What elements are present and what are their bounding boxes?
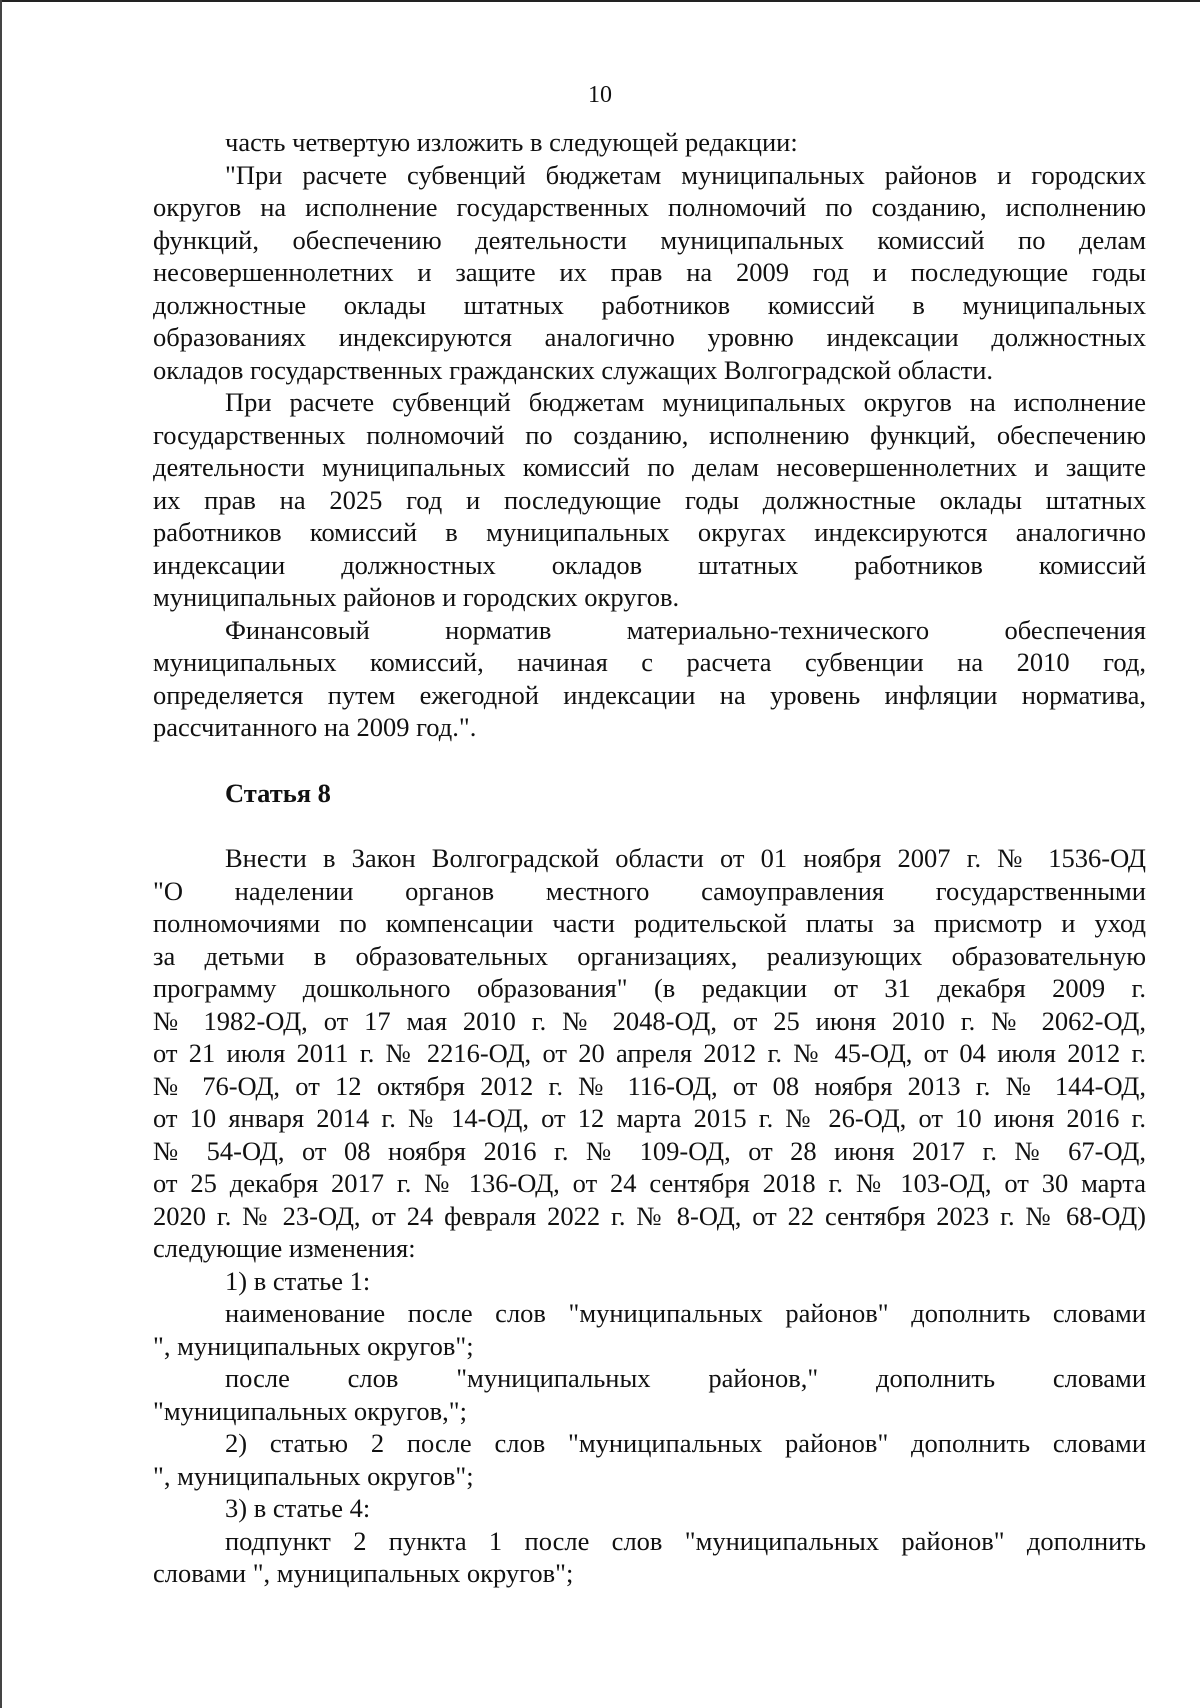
text-line: от 25 декабря 2017 г. № 136-ОД, от 24 сентября 2018 г. № 103-ОД, от 30 марта — [153, 1168, 1146, 1198]
text-line: часть четвертую изложить в следующей редакции: — [225, 127, 798, 157]
text-line: Внести в Закон Волгоградской области от 01 ноября 2007 г. № 1536-ОД — [225, 843, 1146, 873]
text-line: от 10 января 2014 г. № 14-ОД, от 12 марта 2015 г. № 26-ОД, от 10 июня 2016 г. — [153, 1103, 1146, 1133]
text-line: окладов государственных гражданских служащих Волгоградской области. — [153, 354, 994, 385]
text-line: 2) статью 2 после слов "муниципальных районов" дополнить словами — [225, 1428, 1146, 1458]
text-line: программу дошкольного образования" (в редакции от 31 декабря 2009 г. — [153, 973, 1146, 1003]
text-line: работников комиссий в муниципальных округах индексируются аналогично — [153, 517, 1146, 547]
text-line: 3) в статье 4: — [225, 1493, 371, 1523]
paragraph — [153, 126, 1146, 159]
text-line: индексации должностных окладов штатных работников комиссий — [153, 549, 1146, 580]
spacer — [153, 809, 1146, 842]
text-line: округов на исполнение государственных полномочий по созданию, исполнению — [153, 192, 1146, 222]
bottom-section — [153, 842, 1146, 1590]
text-line: полномочиями по компенсации части родительской платы за присмотр и уход — [153, 908, 1146, 938]
text-line: "О наделении органов местного самоуправления государственными — [153, 875, 1146, 906]
page-number: 10 — [588, 82, 612, 108]
text-line: 1) в статье 1: — [225, 1265, 371, 1296]
text-line: 2020 г. № 23-ОД, от 24 февраля 2022 г. № 8-ОД, от 22 сентября 2023 г. № 68-ОД) — [153, 1200, 1146, 1231]
text-line: наименование после слов "муниципальных районов" дополнить словами — [225, 1298, 1146, 1328]
text-line: № 76-ОД, от 12 октября 2012 г. № 116-ОД, от 08 ноября 2013 г. № 144-ОД, — [153, 1070, 1146, 1101]
text-line: образованиях индексируются аналогично уровню индексации должностных — [153, 322, 1146, 352]
document-body — [153, 126, 1146, 1590]
paragraph — [153, 386, 1146, 614]
scan-edge-left — [0, 0, 2, 1708]
text-line: за детьми в образовательных организациях, реализующих образовательную — [153, 940, 1146, 971]
text-line: муниципальных комиссий, начиная с расчета субвенции на 2010 год, — [153, 647, 1146, 677]
text-line: рассчитанного на 2009 год.". — [153, 712, 477, 742]
text-line: определяется путем ежегодной индексации на уровень инфляции норматива, — [153, 679, 1146, 710]
paragraph — [153, 1362, 1146, 1427]
text-line: № 54-ОД, от 08 ноября 2016 г. № 109-ОД, от 28 июня 2017 г. № 67-ОД, — [153, 1135, 1146, 1166]
paragraph — [153, 1297, 1146, 1362]
paragraph — [153, 842, 1146, 1265]
text-line: от 21 июля 2011 г. № 2216-ОД, от 20 апреля 2012 г. № 45-ОД, от 04 июля 2012 г. — [153, 1038, 1146, 1068]
text-line: должностные оклады штатных работников комиссий в муниципальных — [153, 289, 1146, 320]
text-line: ", муниципальных округов"; — [153, 1330, 474, 1361]
text-line: Финансовый норматив материально-технического обеспечения — [225, 614, 1146, 645]
text-line: функций, обеспечению деятельности муниципальных комиссий по делам — [153, 224, 1146, 255]
text-line: государственных полномочий по созданию, исполнению функций, обеспечению — [153, 419, 1146, 450]
text-line: следующие изменения: — [153, 1233, 416, 1263]
spacer — [153, 744, 1146, 777]
text-line: несовершеннолетних и защите их прав на 2009 год и последующие годы — [153, 257, 1146, 287]
paragraph — [153, 1525, 1146, 1590]
text-line: их прав на 2025 год и последующие годы должностные оклады штатных — [153, 484, 1146, 515]
top-section — [153, 126, 1146, 744]
paragraph — [153, 159, 1146, 387]
paragraph — [153, 1265, 1146, 1298]
text-line: При расчете субвенций бюджетам муниципальных округов на исполнение — [225, 387, 1146, 417]
scan-edge-top — [0, 0, 1200, 2]
text-line: подпункт 2 пункта 1 после слов "муниципальных районов" дополнить — [225, 1525, 1146, 1556]
paragraph — [153, 1427, 1146, 1492]
text-line: муниципальных районов и городских округов. — [153, 582, 680, 612]
text-line: "При расчете субвенций бюджетам муниципальных районов и городских — [225, 159, 1146, 190]
text-line: № 1982-ОД, от 17 мая 2010 г. № 2048-ОД, от 25 июня 2010 г. № 2062-ОД, — [153, 1005, 1146, 1036]
article-heading: Статья 8 — [225, 777, 331, 808]
text-line: "муниципальных округов,"; — [153, 1395, 467, 1426]
paragraph — [153, 614, 1146, 744]
text-line: словами ", муниципальных округов"; — [153, 1558, 574, 1588]
text-line: деятельности муниципальных комиссий по делам несовершеннолетних и защите — [153, 452, 1146, 482]
text-line: после слов "муниципальных районов," дополнить словами — [225, 1363, 1146, 1393]
text-line: ", муниципальных округов"; — [153, 1460, 474, 1491]
paragraph — [153, 1492, 1146, 1525]
